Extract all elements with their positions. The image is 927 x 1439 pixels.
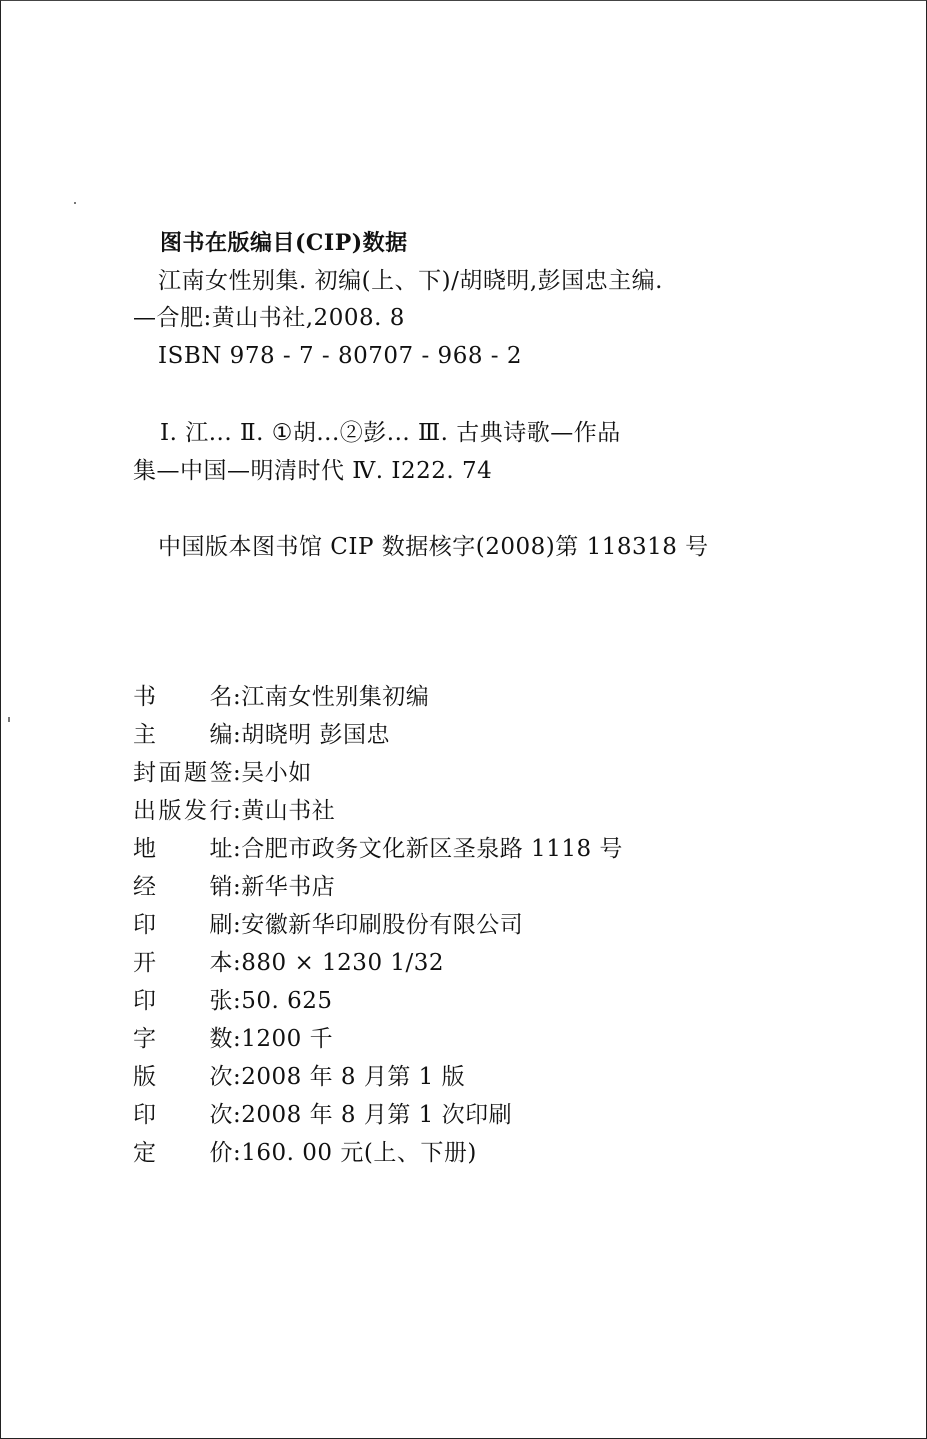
detail-row-address — [133, 834, 623, 864]
detail-value: :2008 年 8 月第 1 版 — [233, 1064, 466, 1090]
detail-value: :胡晓明 彭国忠 — [233, 722, 391, 748]
cip-classification-1: Ⅰ. 江... Ⅱ. ①胡...②彭... Ⅲ. 古典诗歌—作品 — [160, 420, 621, 446]
cip-publisher-line: —合肥:黄山书社,2008. 8 — [133, 305, 405, 331]
detail-row-cover-inscription — [133, 758, 312, 788]
cip-isbn: ISBN 978 - 7 - 80707 - 968 - 2 — [158, 343, 522, 369]
detail-label: 印次 — [133, 1102, 233, 1128]
detail-value: :2008 年 8 月第 1 次印刷 — [233, 1102, 513, 1128]
detail-value: :吴小如 — [233, 760, 312, 786]
detail-label: 版次 — [133, 1064, 233, 1090]
scan-speck — [74, 202, 76, 204]
detail-label: 出版发行 — [133, 798, 233, 824]
detail-label: 定价 — [133, 1140, 233, 1166]
detail-label: 开本 — [133, 950, 233, 976]
detail-value: :黄山书社 — [233, 798, 336, 824]
detail-label: 经销 — [133, 874, 233, 900]
detail-value: :1200 千 — [233, 1026, 334, 1052]
detail-row-publisher — [133, 796, 335, 826]
detail-value: :50. 625 — [233, 988, 333, 1014]
detail-label: 印张 — [133, 988, 233, 1014]
cip-classification-2: 集—中国—明清时代 Ⅳ. I222. 74 — [133, 458, 493, 484]
detail-row-edition — [133, 1062, 465, 1092]
detail-label: 主编 — [133, 722, 233, 748]
detail-value: :新华书店 — [233, 874, 336, 900]
detail-row-format — [133, 948, 444, 978]
detail-row-price — [133, 1138, 477, 1168]
detail-row-printer — [133, 910, 523, 940]
detail-label: 印刷 — [133, 912, 233, 938]
cip-title-line: 江南女性别集. 初编(上、下)/胡晓明,彭国忠主编. — [158, 268, 663, 294]
cip-check-number: 中国版本图书馆 CIP 数据核字(2008)第 118318 号 — [158, 534, 709, 560]
detail-label: 封面题签 — [133, 760, 233, 786]
detail-row-distributor — [133, 872, 335, 902]
detail-value: :合肥市政务文化新区圣泉路 1118 号 — [233, 836, 623, 862]
detail-value: :江南女性别集初编 — [233, 684, 430, 710]
detail-label: 书名 — [133, 684, 233, 710]
detail-value: :160. 00 元(上、下册) — [233, 1140, 477, 1166]
detail-row-editors — [133, 720, 390, 750]
cip-heading: 图书在版编目(CIP)数据 — [160, 230, 408, 256]
detail-row-word-count — [133, 1024, 333, 1054]
detail-label: 字数 — [133, 1026, 233, 1052]
scan-speck — [8, 717, 10, 722]
detail-row-title — [133, 682, 429, 712]
detail-row-printing — [133, 1100, 512, 1130]
detail-label: 地址 — [133, 836, 233, 862]
detail-row-sheets — [133, 986, 333, 1016]
detail-value: :安徽新华印刷股份有限公司 — [233, 912, 524, 938]
detail-value: :880 × 1230 1/32 — [233, 950, 445, 976]
